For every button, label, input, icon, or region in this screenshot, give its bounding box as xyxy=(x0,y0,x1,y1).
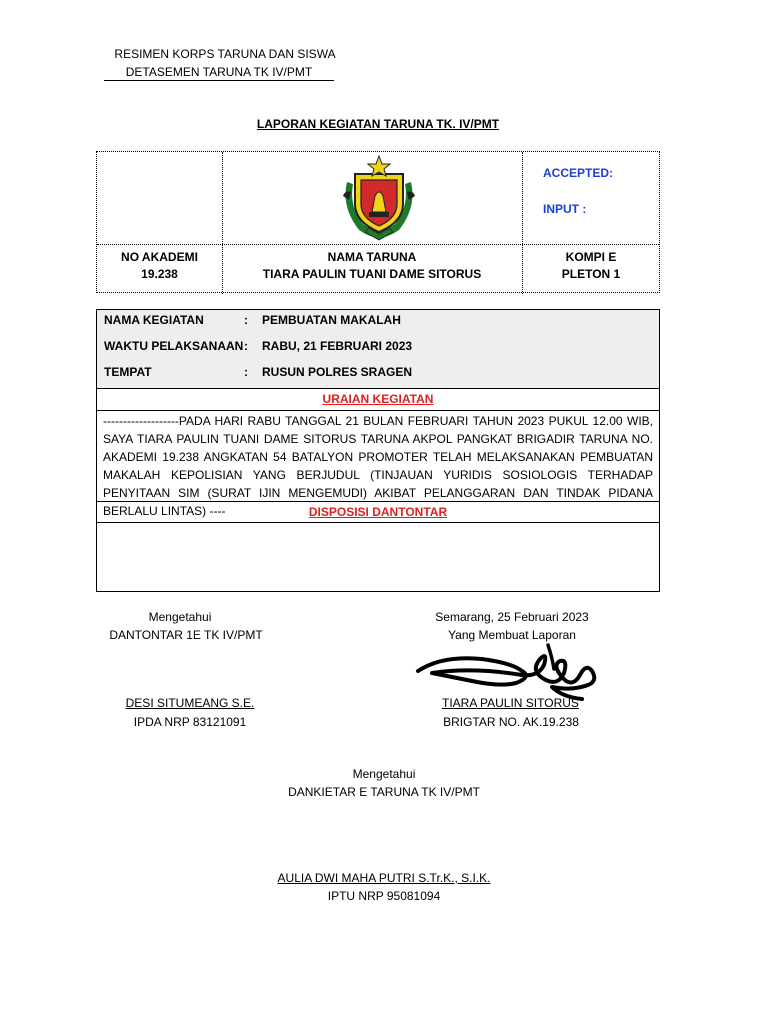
kompi-cell xyxy=(522,249,660,283)
left-known-label: Mengetahui xyxy=(148,610,212,624)
nama-taruna-label: NAMA TARUNA xyxy=(327,250,417,264)
tempat-value: RUSUN POLRES SRAGEN xyxy=(262,365,413,379)
header-unit-line1: RESIMEN KORPS TARUNA DAN SISWA xyxy=(114,47,336,61)
pleton-label: PLETON 1 xyxy=(561,267,621,281)
police-academy-emblem-icon xyxy=(339,152,419,242)
kompi-label: KOMPI E xyxy=(565,250,617,264)
left-name: DESI SITUMEANG S.E. xyxy=(125,696,255,710)
nama-kegiatan-value: PEMBUATAN MAKALAH xyxy=(262,313,401,327)
nama-kegiatan-row xyxy=(104,313,401,327)
bottom-name: AULIA DWI MAHA PUTRI S.Tr.K., S.I.K. xyxy=(277,871,491,885)
no-akademi-label: NO AKADEMI xyxy=(121,250,198,264)
colon: : xyxy=(244,365,248,379)
header-unit-line2: DETASEMEN TARUNA TK IV/PMT xyxy=(104,65,334,81)
table-divider xyxy=(97,244,659,245)
waktu-label: WAKTU PELAKSANAAN xyxy=(104,339,244,353)
nama-taruna-cell xyxy=(222,249,522,283)
handwritten-signature-icon xyxy=(412,637,608,703)
tempat-label: TEMPAT xyxy=(104,365,152,379)
waktu-row xyxy=(104,339,412,353)
colon: : xyxy=(244,339,248,353)
accepted-label: ACCEPTED: xyxy=(543,166,614,180)
colon: : xyxy=(244,313,248,327)
right-place-date: Semarang, 25 Februari 2023 xyxy=(435,610,589,624)
cadet-identity-table xyxy=(96,151,660,293)
waktu-value: RABU, 21 FEBRUARI 2023 xyxy=(262,339,413,353)
uraian-body: -------------------PADA HARI RABU TANGGAL 21 BULAN FEBRUARI TAHUN 2023 PUKUL 12.00 WIB, SAYA TIARA PAULIN TUANI DAME SITORUS TARUNA AKPOL PANGKAT BRIGADIR TARUNA NO. AKADEMI 19.238 ANGKATAN 54 BATALYON PROMOTER TELAH MELAKSANAKAN PEMBUATAN MAKALAH KEPOLISIAN YANG BERJUDUL (TINJAUAN YURIDIS SOSIOLOGIS TERHADAP PENYITAAN SIM (SURAT IJIN MENGEMUDI) AKIBAT PELANGGARAN DAN TINDAK PIDANA BERLALU LINTAS) ---- xyxy=(103,414,653,518)
activity-info-section xyxy=(97,310,659,389)
no-akademi-value: 19.238 xyxy=(141,267,178,281)
no-akademi-cell xyxy=(97,249,222,283)
nama-kegiatan-label: NAMA KEGIATAN xyxy=(104,313,204,327)
left-rank: IPDA NRP 83121091 xyxy=(133,715,247,729)
input-label: INPUT : xyxy=(543,202,587,216)
nama-taruna-value: TIARA PAULIN TUANI DAME SITORUS xyxy=(262,267,482,281)
document-title: LAPORAN KEGIATAN TARUNA TK. IV/PMT xyxy=(256,117,500,131)
disposisi-heading: DISPOSISI DANTONTAR xyxy=(97,501,659,523)
right-maker-label: Yang Membuat Laporan xyxy=(448,628,576,642)
left-position: DANTONTAR 1E TK IV/PMT xyxy=(109,628,263,642)
right-rank: BRIGTAR NO. AK.19.238 xyxy=(443,715,579,729)
uraian-heading: URAIAN KEGIATAN xyxy=(97,389,659,411)
bottom-known-label: Mengetahui xyxy=(352,767,416,781)
tempat-row xyxy=(104,365,412,379)
activity-report-table xyxy=(96,309,660,592)
bottom-rank: IPTU NRP 95081094 xyxy=(327,889,441,903)
right-name: TIARA PAULIN SITORUS xyxy=(442,696,579,710)
bottom-position: DANKIETAR E TARUNA TK IV/PMT xyxy=(288,785,480,799)
